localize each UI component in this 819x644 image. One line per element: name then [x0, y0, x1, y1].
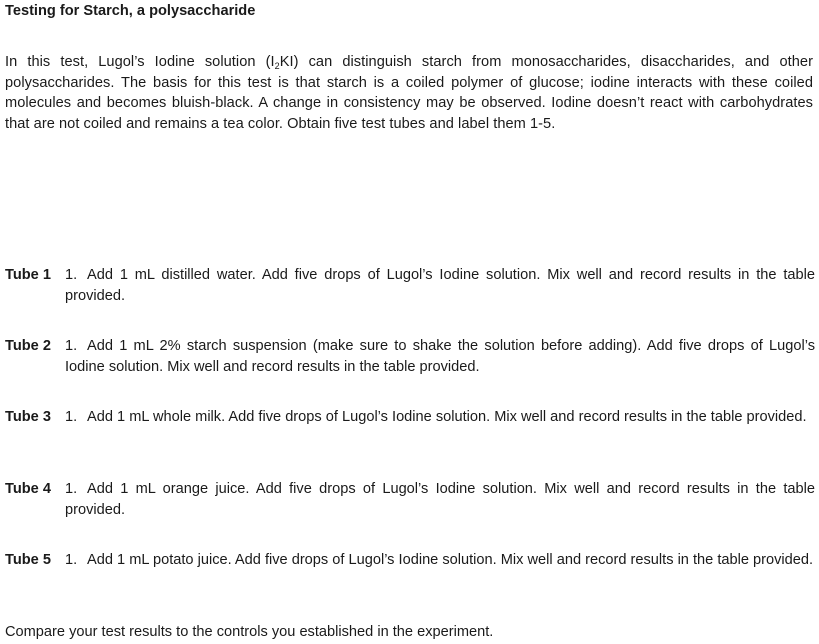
intro-subscript: 2 — [274, 61, 280, 71]
step-text: Add 1 mL whole milk. Add five drops of Lugol’s Iodine solution. Mix well and record results in the table provided. — [87, 409, 807, 425]
page-title: Testing for Starch, a polysaccharide — [5, 3, 256, 19]
step-text: Add 1 mL orange juice. Add five drops of Lugol’s Iodine solution. Mix well and record results in the table provided. — [65, 481, 815, 518]
tube-label: Tube 2 — [5, 338, 51, 354]
tube-4-instruction — [5, 479, 815, 520]
closing-note: Compare your test results to the controls you established in the experiment. — [5, 624, 494, 640]
step-text: Add 1 mL distilled water. Add five drops of Lugol’s Iodine solution. Mix well and record results in the table provided. — [65, 267, 815, 304]
intro-paragraph — [5, 52, 813, 135]
tube-2-instruction — [5, 336, 815, 377]
step-number: 1. — [65, 409, 78, 425]
intro-text-part2: KI) can distinguish starch from monosaccharides, disaccharides, and other polysaccharides. The basis for this test is that starch is a coiled polymer of glucose; iodine interacts with these coiled molecules and becomes bluish-black. A change in consistency may be observed. Iodine doesn’t react with carbohydrates that are not coiled and remains a tea color. Obtain five test tubes and label them 1-5. — [5, 54, 813, 133]
step-number: 1. — [65, 267, 78, 283]
tube-1-instruction — [5, 265, 815, 306]
tube-5-instruction — [5, 550, 815, 571]
step-number: 1. — [65, 338, 78, 354]
tube-label: Tube 1 — [5, 267, 51, 283]
step-number: 1. — [65, 481, 78, 497]
tube-label: Tube 4 — [5, 481, 51, 497]
tube-3-instruction — [5, 407, 815, 428]
step-text: Add 1 mL potato juice. Add five drops of Lugol’s Iodine solution. Mix well and record results in the table provided. — [87, 552, 814, 568]
step-text: Add 1 mL 2% starch suspension (make sure to shake the solution before adding). Add five drops of Lugol’s Iodine solution. Mix well and record results in the table provided. — [65, 338, 815, 375]
tube-label: Tube 5 — [5, 552, 51, 568]
intro-text-part1: In this test, Lugol’s Iodine solution (I — [5, 54, 275, 70]
tube-label: Tube 3 — [5, 409, 51, 425]
step-number: 1. — [65, 552, 78, 568]
